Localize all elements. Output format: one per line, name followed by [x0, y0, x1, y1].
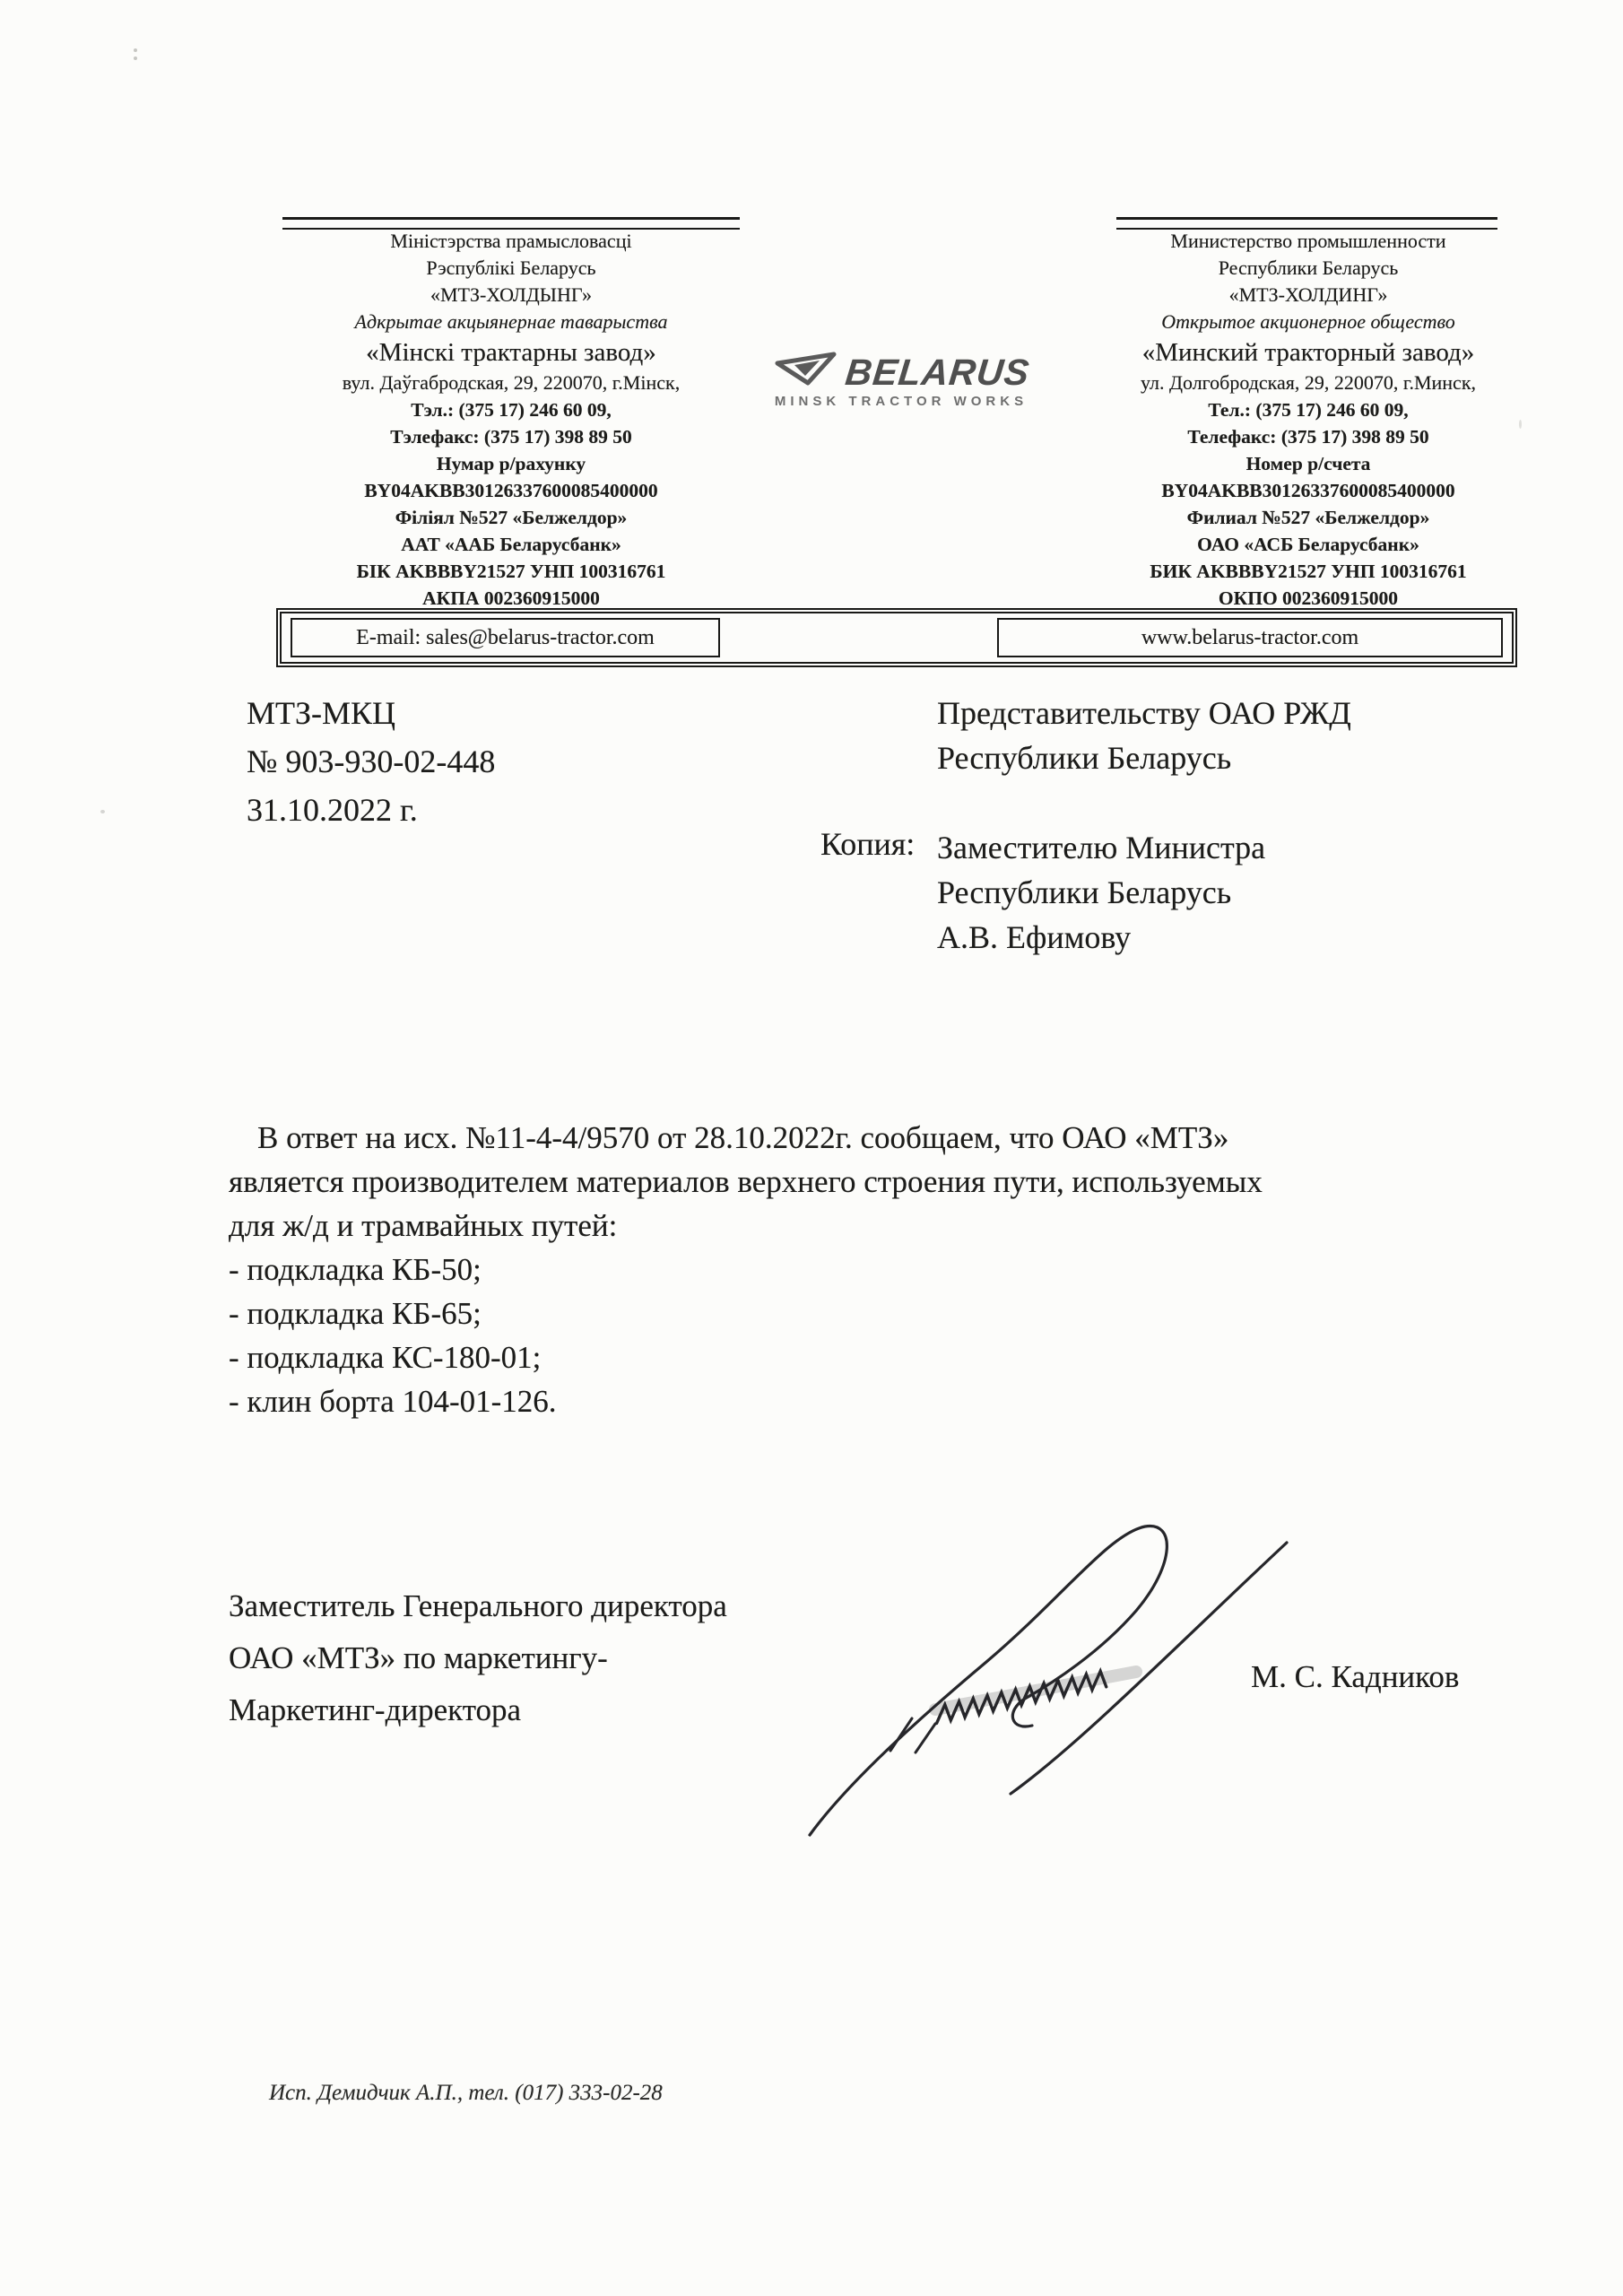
copy-addressee-block	[937, 825, 1265, 960]
scan-speck	[134, 48, 137, 52]
bank-name-line: ААТ «ААБ Беларусбанк»	[401, 534, 621, 555]
reference-block	[247, 689, 495, 834]
bic-unp-line: БИК AKBBBY21527 УНП 100316761	[1150, 561, 1467, 582]
fax-line: Тэлефакс: (375 17) 398 89 50	[390, 426, 632, 448]
bic-unp-line: БІК AKBBBY21527 УНП 100316761	[356, 561, 666, 582]
tractor-emblem-icon	[773, 352, 839, 392]
signer-title-line: Заместитель Генерального директора	[229, 1588, 727, 1623]
belarus-logo	[764, 352, 1038, 409]
letterhead-column-belarusian	[282, 228, 740, 612]
copy-addressee-line: Заместителю Министра	[937, 830, 1266, 865]
reference-unit: МТЗ-МКЦ	[247, 695, 396, 731]
body-line: В ответ на исх. №11-4-4/9570 от 28.10.2022г. сообщаем, что ОАО «МТЗ»	[257, 1120, 1229, 1155]
signer-title-line: ОАО «МТЗ» по маркетингу-	[229, 1640, 608, 1675]
company-type-line: Открытое акционерное общество	[1161, 310, 1455, 333]
addressee-line: Представительству ОАО РЖД	[937, 695, 1351, 731]
company-name-line: «Мінскі трактарны завод»	[366, 338, 656, 367]
handwritten-signature	[785, 1478, 1332, 1855]
signer-name: М. С. Кадников	[1251, 1659, 1460, 1694]
letterhead-column-russian	[1114, 228, 1503, 612]
company-name-line: «Минский тракторный завод»	[1141, 338, 1475, 367]
reference-number: № 903-930-02-448	[247, 744, 496, 779]
bank-branch-line: Филиал №527 «Белжелдор»	[1186, 507, 1430, 528]
holding-line: «МТЗ-ХОЛДЫНГ»	[430, 283, 593, 306]
bank-branch-line: Філіял №527 «Белжелдор»	[395, 507, 628, 528]
account-number-line: BY04AKBB30126337600085400000	[364, 480, 658, 501]
address-line: вул. Даўгабродская, 29, 220070, г.Мінск,	[342, 371, 681, 394]
signer-title-line: Маркетинг-директора	[229, 1692, 522, 1727]
phone-line: Тэл.: (375 17) 246 60 09,	[411, 399, 612, 421]
addressee-line: Республики Беларусь	[937, 740, 1232, 776]
ministry-line: Міністэрства прамысловасці	[390, 230, 632, 252]
list-item: - клин борта 104-01-126.	[229, 1384, 557, 1419]
republic-line: Республики Беларусь	[1218, 257, 1399, 279]
okpo-line: ОКПО 002360915000	[1218, 587, 1399, 609]
reference-date: 31.10.2022 г.	[247, 792, 418, 828]
copy-addressee-line: Республики Беларусь	[937, 874, 1232, 910]
list-item: - подкладка КБ-50;	[229, 1252, 482, 1287]
copy-label: Копия:	[820, 826, 916, 862]
fax-line: Телефакс: (375 17) 398 89 50	[1187, 426, 1429, 448]
email-box	[291, 618, 720, 657]
republic-line: Рэспублікі Беларусь	[426, 257, 596, 279]
copy-addressee-line: А.В. Ефимову	[937, 919, 1132, 955]
bank-name-line: ОАО «АСБ Беларусбанк»	[1197, 534, 1419, 555]
account-label-line: Нумар р/рахунку	[436, 453, 586, 474]
account-number-line: BY04AKBB30126337600085400000	[1161, 480, 1455, 501]
body-line: является производителем материалов верхнего строения пути, используемых	[229, 1164, 1263, 1199]
account-label-line: Номер р/счета	[1245, 453, 1371, 474]
addressee-block	[937, 691, 1351, 780]
signer-title-block	[229, 1580, 727, 1736]
phone-line: Тел.: (375 17) 246 60 09,	[1208, 399, 1409, 421]
brand-wordmark: BELARUS	[843, 351, 1032, 393]
company-type-line: Адкрытае акцыянернае таварыства	[354, 310, 668, 333]
website-box	[997, 618, 1503, 657]
email-text: E-mail: sales@belarus-tractor.com	[356, 625, 655, 649]
address-line: ул. Долгобродская, 29, 220070, г.Минск,	[1140, 371, 1477, 394]
list-item: - подкладка КС-180-01;	[229, 1340, 542, 1375]
executor-note: Исп. Демидчик А.П., тел. (017) 333-02-28	[269, 2081, 663, 2105]
logo-caption: MINSK TRACTOR WORKS	[774, 394, 1028, 409]
letter-body	[229, 1116, 1511, 1423]
scan-speck	[100, 810, 105, 813]
list-item: - подкладка КБ-65;	[229, 1296, 482, 1331]
holding-line: «МТЗ-ХОЛДИНГ»	[1228, 283, 1388, 306]
okpo-line: АКПА 002360915000	[422, 587, 600, 609]
body-line: для ж/д и трамвайных путей:	[229, 1208, 618, 1243]
ministry-line: Министерство промышленности	[1170, 230, 1446, 252]
contact-bar	[280, 612, 1514, 664]
scan-speck	[1519, 420, 1522, 429]
website-text: www.belarus-tractor.com	[1141, 625, 1359, 649]
